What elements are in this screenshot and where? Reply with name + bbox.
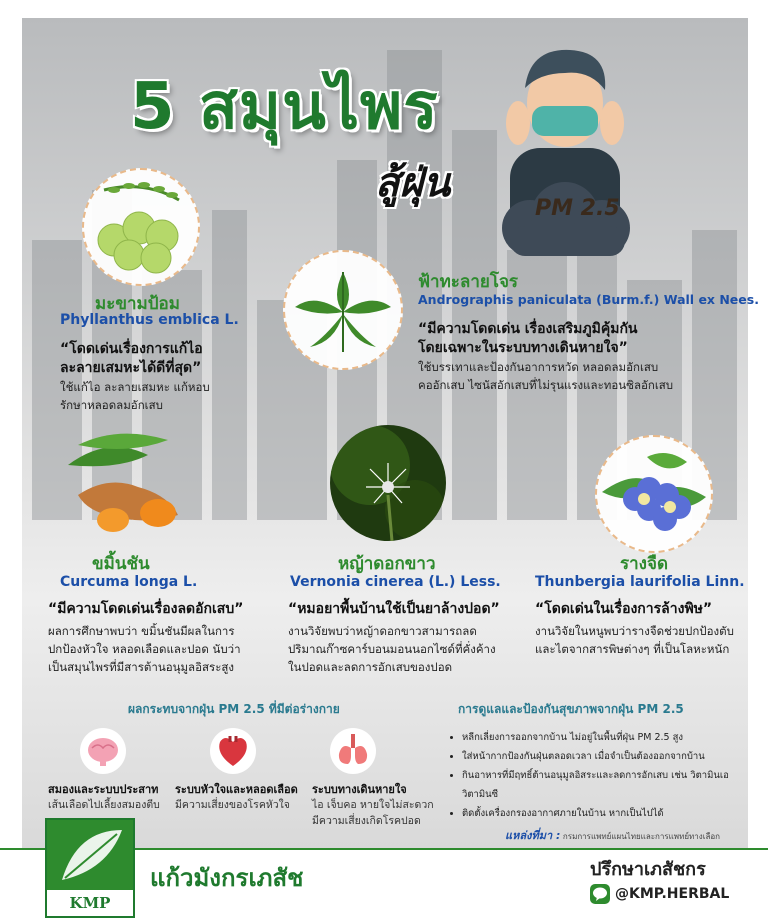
line-id-link[interactable]: @KMP.HERBAL — [615, 886, 730, 902]
source-note — [505, 826, 720, 844]
heart-icon — [210, 728, 256, 774]
consult-pharmacist-label: ปรึกษาเภสัชกร — [590, 859, 706, 880]
list-item: • หลีกเลี่ยงการออกจากบ้าน ไม่อยู่ในพื้นที่ฝุ่น PM 2.5 สูง — [462, 728, 750, 747]
brain-icon-frame — [80, 728, 126, 774]
herb-quote-thunbergia: “โดดเด่นในเรื่องการล้างพิษ” — [535, 601, 713, 617]
source-text: กรมการแพทย์แผนไทยและการแพทย์ทางเลือก — [562, 832, 720, 841]
effect-label-lungs: ระบบทางเดินหายใจ — [312, 783, 407, 796]
herb-desc-amla: ใช้แก้ไอ ละลายเสมหะ แก้หอบ รักษาหลอดลมอักเสบ — [60, 380, 210, 412]
list-item: • ใส่หน้ากากป้องกันฝุ่นตลอดเวลา เมื่อจำเป็นต้องออกจากบ้าน — [462, 747, 750, 766]
herb-desc-vernonia: งานวิจัยพบว่าหญ้าดอกขาวสามารถลด ปริมาณก๊าซคาร์บอนมอนนอกไซด์ที่คั่งค้าง ในปอดและลดการอักเสบของปอด — [288, 624, 496, 674]
white-flower-icon — [330, 425, 446, 541]
effect-desc-lungs-2: มีความเสี่ยงเกิดโรคปอด — [312, 815, 421, 827]
turmeric-icon — [58, 425, 188, 545]
list-item: • กินอาหารที่มีฤทธิ์ต้านอนุมูลอิสระและลดการอักเสบ เช่น วิตามินเอ วิตามินซี — [462, 766, 750, 804]
effect-desc-brain: เส้นเลือดไปเลี้ยงสมองตีบ — [48, 799, 160, 811]
turmeric-image-frame — [58, 425, 188, 545]
masked-person-illustration — [490, 28, 650, 278]
herb-quote-amla: “โดดเด่นเรื่องการแก้ไอ ละลายเสมหะได้ดีที่สุด” — [60, 341, 203, 376]
lungs-icon-frame — [330, 728, 376, 774]
herb-name-andrographis: ฟ้าทะลายโจร — [418, 272, 519, 292]
herb-name-thunbergia: รางจืด — [620, 554, 668, 574]
herb-desc-thunbergia: งานวิจัยในหนูพบว่ารางจืดช่วยปกป้องตับ และไตจากสารพิษต่างๆ ที่เป็นโลหะหนัก — [535, 624, 734, 656]
effect-label-heart: ระบบหัวใจและหลอดเลือด — [175, 783, 298, 796]
purple-flower-icon — [597, 437, 711, 551]
line-app-icon — [590, 884, 610, 904]
care-section-title: การดูแลและป้องกันสุขภาพจากฝุ่น PM 2.5 — [458, 702, 684, 716]
andrographis-image-frame — [283, 250, 403, 370]
lungs-icon — [330, 728, 376, 774]
amla-fruit-icon — [84, 170, 198, 284]
brand-name: แก้วมังกรเภสัช — [150, 864, 304, 892]
care-list — [450, 728, 750, 823]
thunbergia-image-frame — [595, 435, 713, 553]
effect-desc-heart: มีความเสี่ยงของโรคหัวใจ — [175, 799, 290, 811]
herb-quote-vernonia: “หมอยาพื้นบ้านใช้เป็นยาล้างปอด” — [288, 601, 500, 617]
herb-scientific-vernonia: Vernonia cinerea (L.) Less. — [290, 574, 501, 590]
herb-quote-turmeric: “มีความโดดเด่นเรื่องลดอักเสบ” — [48, 601, 244, 617]
effects-section-title: ผลกระทบจากฝุ่น PM 2.5 ที่มีต่อร่างกาย — [128, 702, 340, 716]
page-subtitle: สู้ฝุ่น — [375, 160, 451, 206]
vernonia-image-frame — [330, 425, 446, 541]
andrographis-leaf-icon — [285, 252, 401, 368]
amla-image-frame — [82, 168, 200, 286]
herb-name-turmeric: ขมิ้นชัน — [92, 554, 150, 574]
source-label: แหล่งที่มา : — [505, 829, 561, 842]
herb-desc-andrographis: ใช้บรรเทาและป้องกันอาการหวัด หลอดลมอักเสบ คออักเสบ ไซนัสอักเสบที่ไม่รุนแรงและทอนซิลอักเสบ — [418, 360, 674, 392]
herb-scientific-amla: Phyllanthus emblica L. — [60, 312, 239, 328]
herb-desc-turmeric: ผลการศึกษาพบว่า ขมิ้นชันมีผลในการ ปกป้องหัวใจ หลอดเลือดและปอด นับว่า เป็นสมุนไพรที่มีสารต้านอนุมูลอิสระสูง — [48, 624, 241, 674]
heart-icon-frame — [210, 728, 256, 774]
effect-label-brain: สมองและระบบประสาท — [48, 783, 159, 796]
page-title: 5 สมุนไพร — [130, 70, 439, 144]
herb-scientific-turmeric: Curcuma longa L. — [60, 574, 198, 590]
herb-quote-andrographis: “มีความโดดเด่น เรื่องเสริมภูมิคุ้มกัน โดยเฉพาะในระบบทางเดินหายใจ” — [418, 321, 638, 356]
logo-text: KMP — [69, 894, 111, 912]
herb-scientific-andrographis: Andrographis paniculata (Burm.f.) Wall ex Nees. — [418, 292, 759, 307]
list-item: • ติดตั้งเครื่องกรองอากาศภายในบ้าน หากเป็นไปได้ — [462, 804, 750, 823]
brain-icon — [80, 728, 126, 774]
herb-scientific-thunbergia: Thunbergia laurifolia Linn. — [535, 574, 745, 590]
leaf-logo-icon — [47, 820, 133, 890]
pm-badge: PM 2.5 — [535, 196, 620, 221]
effect-desc-lungs: ไอ เจ็บคอ หายใจไม่สะดวก — [312, 799, 434, 811]
kmp-logo — [45, 818, 135, 918]
herb-name-vernonia: หญ้าดอกขาว — [338, 554, 436, 574]
herb-name-amla: มะขามป้อม — [95, 294, 180, 314]
